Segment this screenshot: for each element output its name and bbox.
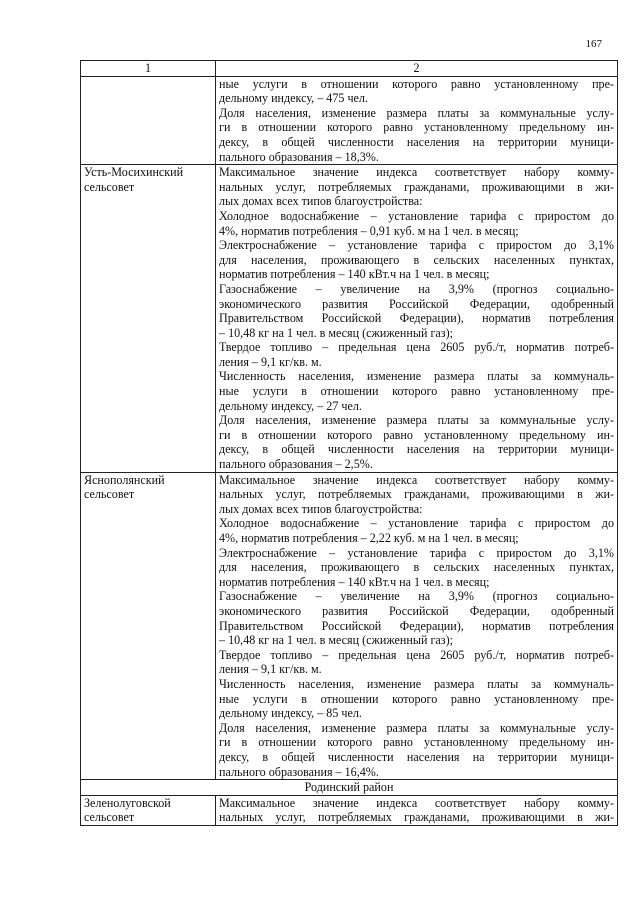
text-line: Доля населения, изменение размера платы за коммунальные услу- (219, 105, 614, 120)
text-line: Газоснабжение – увеличение на 3,9% (прогноз социально- (219, 589, 614, 604)
text-line: 4%, норматив потребления – 0,91 куб. м на 1 чел. в месяц; (219, 223, 519, 238)
table-row (81, 795, 618, 825)
text-line: ления – 9,1 кг/кв. м. (219, 662, 322, 677)
text-line: Электроснабжение – установление тарифа с приростом до 3,1% (219, 238, 614, 253)
column-header-2: 2 (216, 61, 618, 77)
settlement-name (81, 795, 216, 825)
text-line: лых домах всех типов благоустройства: (219, 501, 423, 516)
text-line: Твердое топливо – предельная цена 2605 руб./т, норматив потреб- (219, 647, 614, 662)
text-line: 4%, норматив потребления – 2,22 куб. м на 1 чел. в месяц; (219, 531, 519, 545)
settlement-description (216, 76, 618, 165)
text-line: пального образования – 16,4%. (219, 764, 379, 779)
description-paragraph (219, 589, 614, 647)
description-paragraph (219, 413, 614, 471)
settlement-name-line: Зеленолуговской (84, 795, 171, 810)
text-line: дельному индексу, – 27 чел. (219, 398, 362, 413)
text-line: Твердое топливо – предельная цена 2605 руб./т, норматив потреб- (219, 340, 614, 355)
table-header-row (81, 61, 618, 77)
description-paragraph (219, 282, 614, 340)
text-line: Правительством Российской Федерации), норматив потребления (219, 311, 614, 326)
settlement-description (216, 795, 618, 825)
table-row (81, 472, 618, 779)
text-line: – 10,48 кг на 1 чел. в месяц (сжиженный газ); (219, 325, 453, 340)
description-paragraph (219, 209, 614, 238)
text-line: Холодное водоснабжение – установление тарифа с приростом до (219, 208, 614, 223)
settlement-name-line: сельсовет (84, 810, 135, 825)
text-line: дексу, в общей численности населения на территории муници- (219, 749, 614, 764)
description-paragraph (219, 473, 614, 517)
description-paragraph (219, 546, 614, 590)
text-line: ные услуги в отношении которого равно установленному пре- (219, 691, 614, 706)
settlement-name (81, 76, 216, 165)
text-line: пального образования – 2,5%. (219, 457, 373, 472)
settlement-name-line: Яснополянский (84, 472, 165, 487)
text-line: нальных услуг, потребляемых гражданами, проживающими в жи- (219, 179, 614, 194)
text-line: Численность населения, изменение размера платы за коммуналь- (219, 369, 614, 384)
description-paragraph (219, 721, 614, 779)
description-paragraph (219, 238, 614, 282)
text-line: Максимальное значение индекса соответствует набору комму- (219, 472, 614, 487)
text-line: для населения, проживающего в сельских населенных пунктах, (219, 560, 614, 575)
table-row (81, 165, 618, 472)
text-line: – 10,48 кг на 1 чел. в месяц (сжиженный газ); (219, 633, 453, 648)
settlement-name-line: сельсовет (84, 179, 135, 194)
column-header-1: 1 (81, 61, 216, 77)
description-paragraph (219, 340, 614, 369)
text-line: Максимальное значение индекса соответствует набору комму- (219, 165, 614, 180)
settlement-description (216, 165, 618, 472)
description-paragraph (219, 677, 614, 721)
text-line: пального образования – 18,3%. (219, 149, 379, 164)
text-line: дельному индексу, – 475 чел. (219, 91, 368, 106)
description-paragraph (219, 796, 614, 825)
description-paragraph (219, 516, 614, 545)
text-line: Максимальное значение индекса соответствует набору комму- (219, 795, 614, 810)
text-line: Холодное водоснабжение – установление тарифа с приростом до (219, 516, 614, 531)
tariff-table (80, 60, 618, 826)
settlement-name (81, 165, 216, 472)
settlement-name-line: Усть-Мосихинский (84, 165, 184, 180)
text-line: дельному индексу, – 85 чел. (219, 706, 362, 721)
settlement-name (81, 472, 216, 779)
description-paragraph (219, 106, 614, 164)
text-line: норматив потребления – 140 кВт.ч на 1 чел. в месяц; (219, 267, 490, 282)
text-line: ления – 9,1 кг/кв. м. (219, 354, 322, 369)
description-paragraph (219, 165, 614, 209)
table-row (81, 76, 618, 165)
description-paragraph (219, 648, 614, 677)
text-line: дексу, в общей численности населения на территории муници- (219, 442, 614, 457)
text-line: ги в отношении которого равно установленному предельному ин- (219, 735, 614, 750)
text-line: Правительством Российской Федерации), норматив потребления (219, 618, 614, 633)
text-line: норматив потребления – 140 кВт.ч на 1 чел. в месяц; (219, 574, 490, 589)
text-line: лых домах всех типов благоустройства: (219, 194, 423, 209)
district-row (81, 780, 618, 796)
text-line: Доля населения, изменение размера платы за коммунальные услу- (219, 720, 614, 735)
text-line: Численность населения, изменение размера платы за коммуналь- (219, 676, 614, 691)
settlement-description (216, 472, 618, 779)
text-line: ные услуги в отношении которого равно установленному пре- (219, 76, 614, 91)
description-paragraph (219, 77, 614, 106)
text-line: для населения, проживающего в сельских населенных пунктах, (219, 252, 614, 267)
text-line: Электроснабжение – установление тарифа с приростом до 3,1% (219, 545, 614, 560)
settlement-name-line: сельсовет (84, 487, 135, 502)
text-line: ные услуги в отношении которого равно установленному пре- (219, 384, 614, 399)
description-paragraph (219, 369, 614, 413)
text-line: дексу, в общей численности населения на территории муници- (219, 134, 614, 149)
district-name: Родинский район (81, 780, 618, 796)
text-line: экономического развития Российской Федерации, одобренный (219, 296, 614, 311)
text-line: ги в отношении которого равно установленному предельному ин- (219, 427, 614, 442)
table-body (81, 61, 618, 826)
text-line: экономического развития Российской Федерации, одобренный (219, 603, 614, 618)
page-number: 167 (585, 38, 602, 50)
text-line: Газоснабжение – увеличение на 3,9% (прогноз социально- (219, 281, 614, 296)
text-line: нальных услуг, потребляемых гражданами, проживающими в жи- (219, 487, 614, 502)
text-line: Доля населения, изменение размера платы за коммунальные услу- (219, 413, 614, 428)
text-line: нальных услуг, потребляемых гражданами, проживающими в жи- (219, 810, 614, 825)
text-line: ги в отношении которого равно установленному предельному ин- (219, 120, 614, 135)
